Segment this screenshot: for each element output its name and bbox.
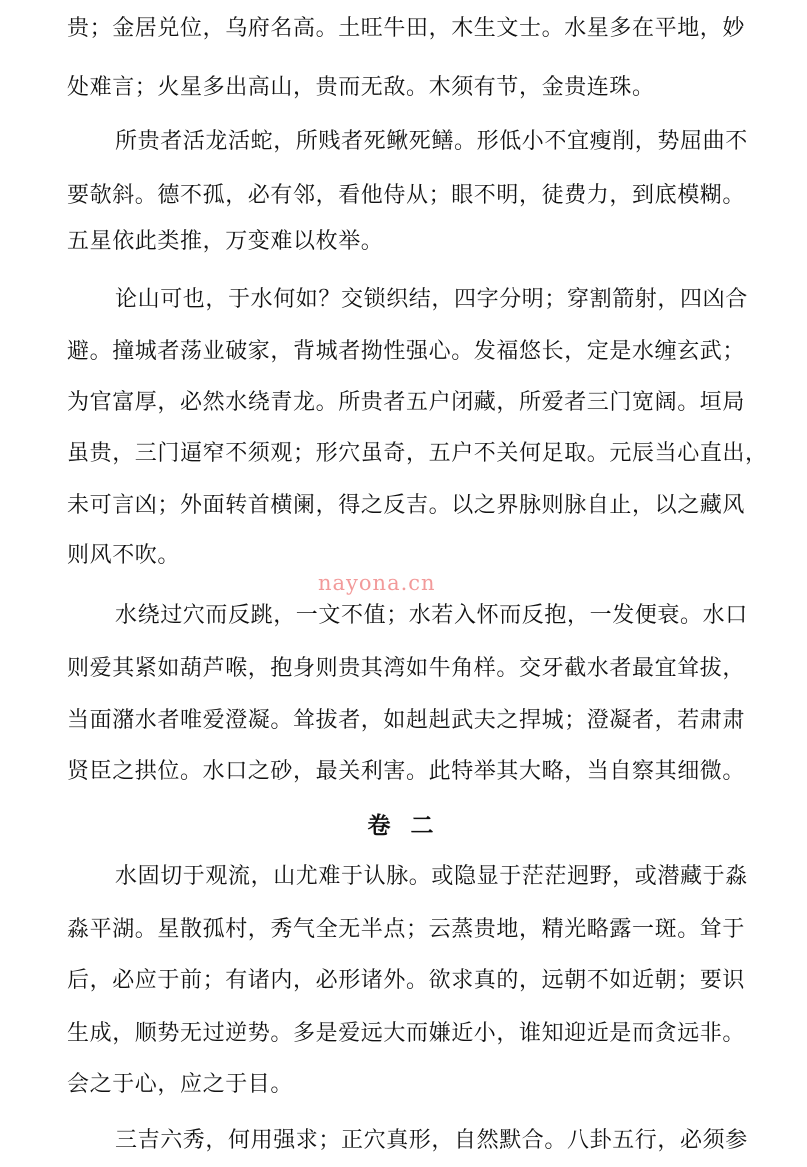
text-line-1: 贵；金居兑位，乌府名高。土旺牛田，木生文士。水星多在平地，妙 [67,16,746,41]
text-line-20: 会之于心，应之于目。 [67,1072,294,1097]
text-line-10: 未可言凶；外面转首横阑，得之反吉。以之界脉则脉自止，以之藏风 [67,493,746,518]
text-line-14: 当面潴水者唯爱澄凝。耸拔者，如赳赳武夫之捍城；澄凝者，若肃肃 [67,708,746,733]
text-line-5: 五星依此类推，万变难以枚举。 [67,229,384,254]
text-line-3: 所贵者活龙活蛇，所贱者死鳅死鳝。形低小不宜瘦削，势屈曲不 [115,129,748,154]
text-line-16: 水固切于观流，山尤难于认脉。或隐显于茫茫迥野，或潜藏于淼 [115,864,748,889]
watermark: nayona.cn [318,571,436,595]
text-line-9: 虽贵，三门逼窄不须观；形穴虽奇，五户不关何足取。元辰当心直出， [67,441,768,466]
text-line-15: 贤臣之拱位。水口之砂，最关利害。此特举其大略，当自察其细微。 [67,759,746,784]
text-line-13: 则爱其紧如葫芦喉，抱身则贵其湾如牛角样。交牙截水者最宜耸拔， [67,656,746,681]
text-line-6: 论山可也，于水何如？交锁织结，四字分明；穿割箭射，四凶合 [115,287,748,312]
text-line-11: 则风不吹。 [67,543,181,568]
text-line-2: 处难言；火星多出高山，贵而无敌。木须有节，金贵连珠。 [67,75,655,100]
text-line-4: 要欹斜。德不孤，必有邻，看他侍从；眼不明，徒费力，到底模糊。 [67,183,746,208]
text-line-17: 淼平湖。星散孤村，秀气全无半点；云蒸贵地，精光略露一斑。耸于 [67,917,746,942]
text-line-7: 避。撞城者荡业破家，背城者拗性强心。发福悠长，定是水缠玄武； [67,339,746,364]
text-line-19: 生成，顺势无过逆势。多是爱远大而嫌近小，谁知迎近是而贪远非。 [67,1021,746,1046]
text-line-18: 后，必应于前；有诸内，必形诸外。欲求真的，远朝不如近朝；要识 [67,968,746,993]
text-line-12: 水绕过穴而反跳，一文不值；水若入怀而反抱，一发便衰。水口 [115,603,748,628]
text-line-21: 三吉六秀，何用强求；正穴真形，自然默合。八卦五行，必须参 [115,1128,748,1153]
section-heading: 卷 二 [367,813,440,839]
text-line-8: 为官富厚，必然水绕青龙。所贵者五户闭藏，所爱者三门宽阔。垣局 [67,390,746,415]
